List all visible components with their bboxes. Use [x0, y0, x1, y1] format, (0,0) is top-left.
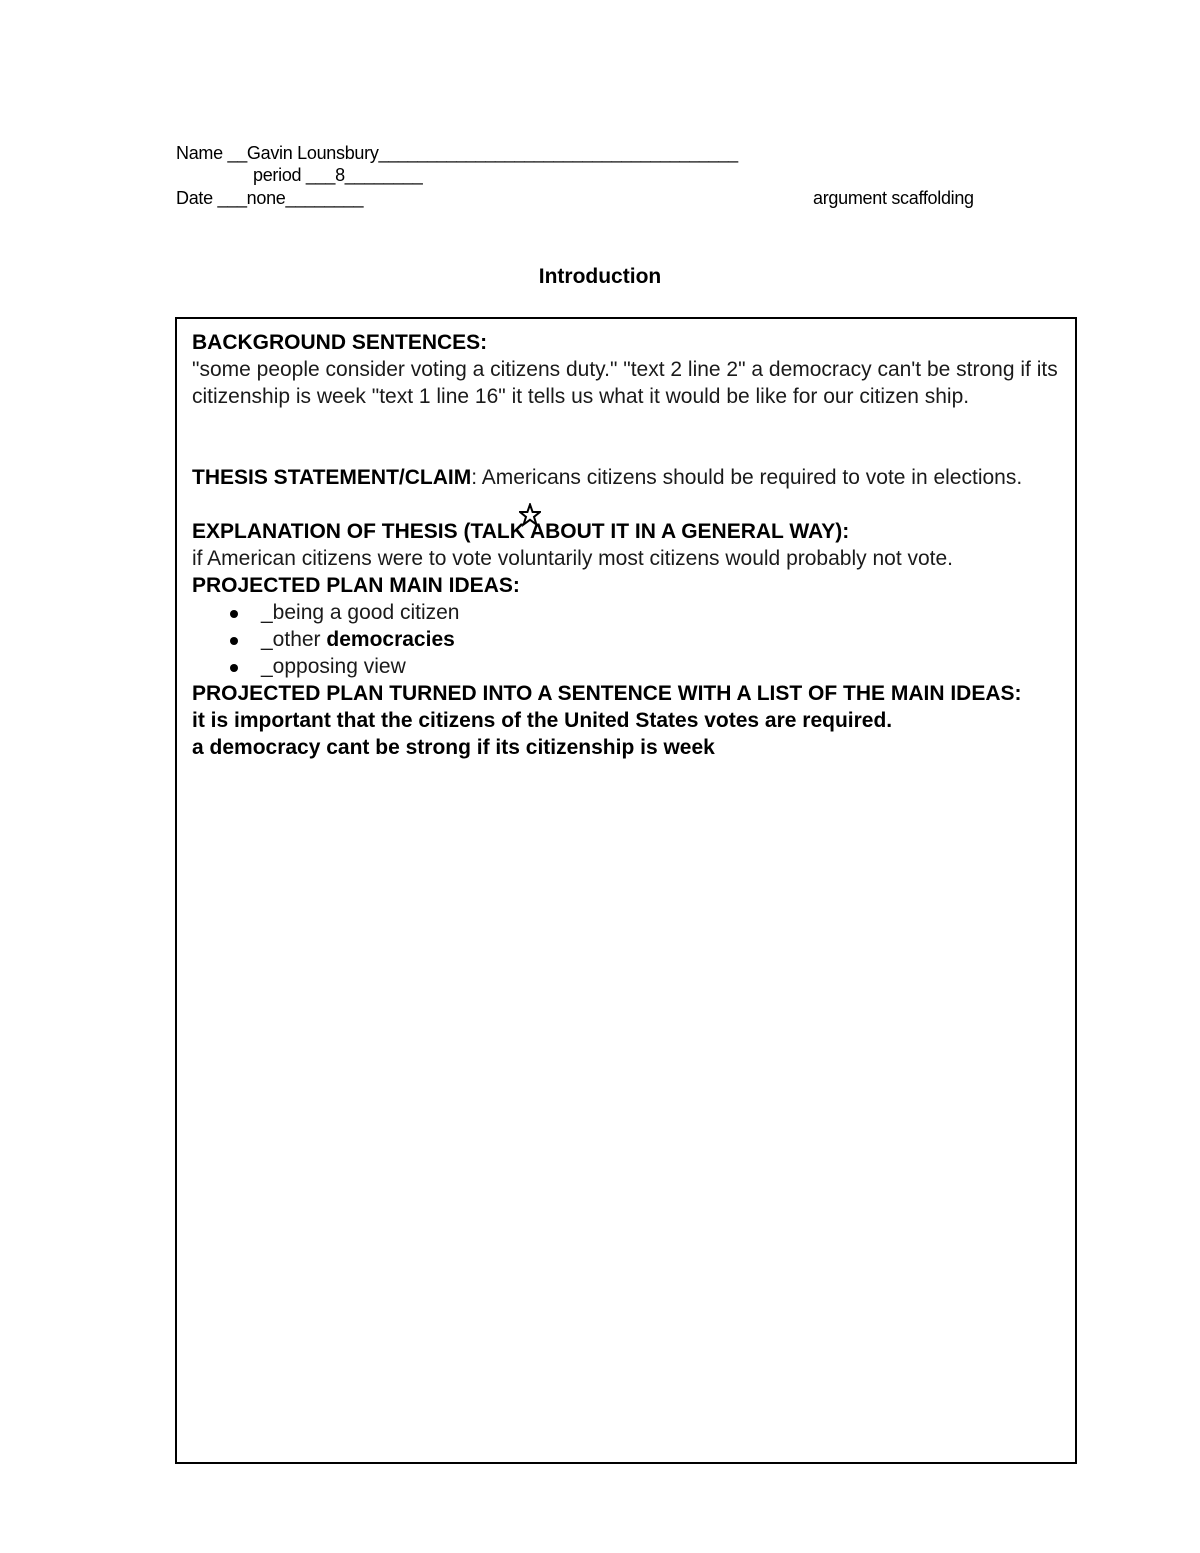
page-title: Introduction — [538, 265, 662, 288]
plan-sentence-heading: PROJECTED PLAN TURNED INTO A SENTENCE WITH A LIST OF THE MAIN IDEAS: — [192, 682, 1022, 705]
introduction-content — [192, 329, 1062, 761]
list-item: _being a good citizen — [192, 599, 1062, 626]
thesis-heading: THESIS STATEMENT/CLAIM — [192, 466, 472, 489]
main-ideas-list — [192, 599, 1062, 680]
thesis-text: : Americans citizens should be required to vote in elections. — [471, 466, 1023, 489]
explanation-text: if American citizens were to vote voluntarily most citizens would probably not vote. — [192, 547, 954, 570]
plan-heading: PROJECTED PLAN MAIN IDEAS: — [192, 574, 520, 597]
star-icon — [519, 503, 541, 527]
background-text: "some people consider voting a citizens duty." "text 2 line 2" a democracy can't be strong if its citizenship is week "text 1 line 16" it tells us what it would be like for our citizen ship. — [192, 358, 1058, 408]
plan-sentence-line-1: it is important that the citizens of the United States votes are required. — [192, 709, 893, 732]
introduction-box — [175, 317, 1077, 1464]
bullet-icon — [230, 610, 238, 618]
plan-sentence-line-2: a democracy cant be strong if its citizenship is week — [192, 736, 715, 759]
name-field: Name __Gavin Lounsbury_____________________________________ — [176, 143, 738, 163]
document-type: argument scaffolding — [813, 188, 974, 208]
date-field: Date ___none________ — [176, 188, 364, 208]
explanation-heading: EXPLANATION OF THESIS (TALK ABOUT IT IN A GENERAL WAY): — [192, 520, 850, 543]
list-item: _opposing view — [192, 653, 1062, 680]
bullet-icon — [230, 637, 238, 645]
period-field: period ___8________ — [253, 165, 423, 185]
bullet-icon — [230, 664, 238, 672]
thesis-paragraph — [192, 464, 1062, 491]
background-heading: BACKGROUND SENTENCES: — [192, 331, 488, 354]
list-item: _other democracies — [192, 626, 1062, 653]
